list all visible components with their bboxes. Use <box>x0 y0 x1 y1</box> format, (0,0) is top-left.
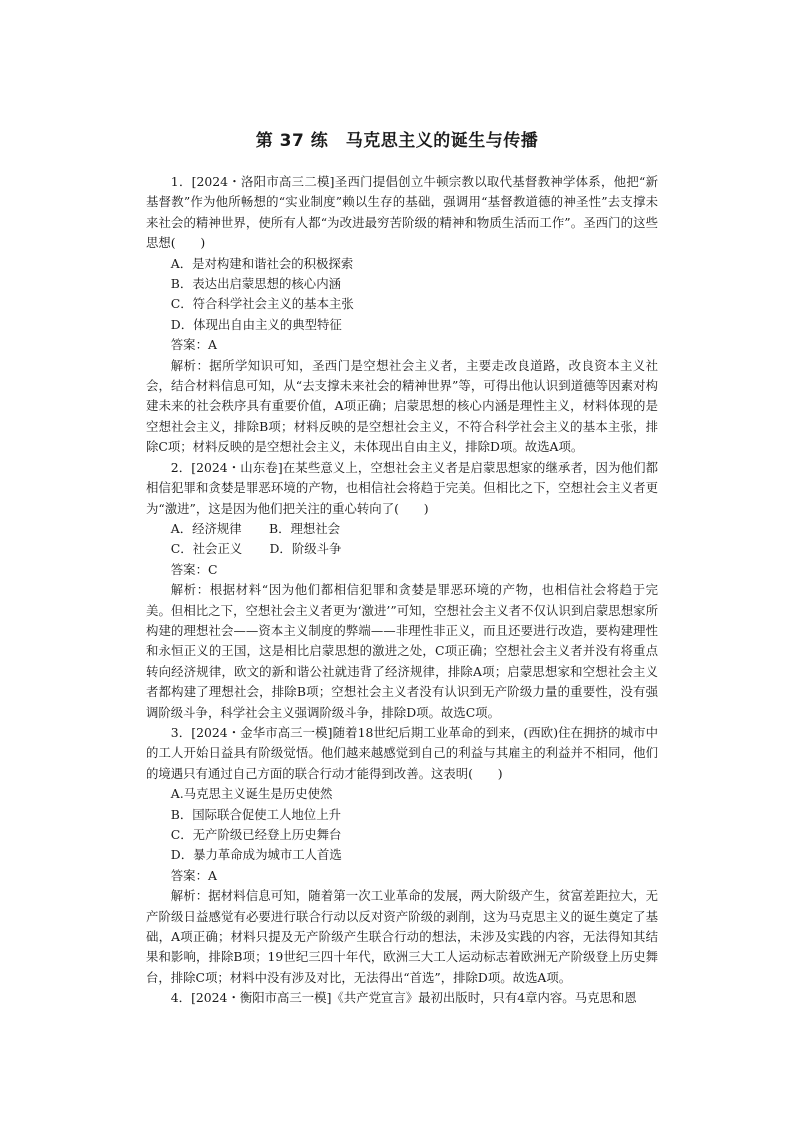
question-4-stem: 4．[2024・衡阳市高三一模]《共产党宣言》最初出版时，只有4章内容。马克思和恩 <box>170 990 637 1006</box>
question-2-option-c: C．社会正义 <box>170 541 243 557</box>
question-1-analysis: 解析：据所学知识可知，圣西门是空想社会主义者，主要走改良道路，改良资本主义社会，结合材料信息可知，从“去支撑未来社会的精神世界”等，可得出他认识到道德等因素对构建未来的社会秩序具有重要价值，A项正确；启蒙思想的核心内涵是理性主义，材料体现的是空想社会主义，排除B项；材料反映的是空想社会主义，不符合科学社会主义的基本主张，排除C项；材料反映的是空想社会主义，未体现出自由主义，排除D项。故选A项。 <box>146 357 658 455</box>
question-3-option-d: D．暴力革命成为城市工人首选 <box>170 847 342 863</box>
question-3-stem: 3．[2024・金华市高三一模]随着18世纪后期工业革命的到来，(西欧)住在拥挤的城市中的工人开始日益具有阶级觉悟。他们越来越感觉到自己的利益与其雇主的利益并不相同，他们的境遇只有通过自己方面的联合行动才能得到改善。这表明( ) <box>146 724 658 781</box>
question-1-option-a: A．是对构建和谐社会的积极探索 <box>170 255 354 271</box>
question-2-answer: 答案：C <box>170 561 218 577</box>
exercise-content <box>146 172 658 1009</box>
question-1-answer: 答案：A <box>170 337 217 353</box>
question-1-option-c: C．符合科学社会主义的基本主张 <box>170 296 354 312</box>
question-2-stem: 2．[2024・山东卷]在某些意义上，空想社会主义者是启蒙思想家的继承者，因为他们都相信犯罪和贪婪是罪恶环境的产物，也相信社会将趋于完美。但相比之下，空想社会主义者更为“激进”，这是因为他们把关注的重心转向了( ) <box>146 459 658 516</box>
question-1-stem: 1．[2024・洛阳市高三二模]圣西门提倡创立牛顿宗教以取代基督教神学体系，他把“新基督教”作为他所畅想的“实业制度”赖以生存的基础，强调用“基督教道德的神圣性”去支撑未来社会的精神世界，使所有人都“为改进最穷苦阶级的精神和物质生活而工作”。圣西门的这些思想( ) <box>146 174 658 251</box>
question-3-option-a: A.马克思主义诞生是历史使然 <box>170 786 333 802</box>
question-2-option-b: B．理想社会 <box>268 520 341 536</box>
question-3-answer: 答案：A <box>170 867 217 883</box>
page-title: 第 37 练 马克思主义的诞生与传播 <box>255 131 539 151</box>
question-2-options-row-2 <box>146 539 658 559</box>
question-3-option-b: B．国际联合促使工人地位上升 <box>170 806 341 822</box>
question-3-analysis: 解析：据材料信息可知，随着第一次工业革命的发展，两大阶级产生，贫富差距拉大，无产阶级日益感觉有必要进行联合行动以反对资产阶级的剥削，这为马克思主义的诞生奠定了基础，A项正确；材料只提及无产阶级产生联合行动的想法，未涉及实践的内容，无法得知其结果和影响，排除B项；19世纪三四十年代，欧洲三大工人运动标志着欧洲无产阶级登上历史舞台，排除C项；材料中没有涉及对比，无法得出“首选”，排除D项。故选A项。 <box>146 888 658 985</box>
question-1-option-d: D．体现出自由主义的典型特征 <box>170 316 342 332</box>
question-3-option-c: C．无产阶级已经登上历史舞台 <box>170 827 342 842</box>
question-2-analysis: 解析：根据材料“因为他们都相信犯罪和贪婪是罪恶环境的产物，也相信社会将趋于完美。但相比之下，空想社会主义者更为‘激进’”可知，空想社会主义者不仅认识到启蒙思想家所构建的理想社会——资本主义制度的弊端——非理性非正义，而且还要进行改造，要构建理性和永恒正义的王国，这是相比启蒙思想的激进之处，C项正确；空想社会主义者并没有将重点转向经济规律，欧文的新和谐公社就违背了经济规律，排除A项；启蒙思想家和空想社会主义者都构建了理想社会，排除B项；空想社会主义者没有认识到无产阶级力量的重要性，没有强调阶级斗争，科学社会主义强调阶级斗争，排除D项。故选C项。 <box>146 582 658 720</box>
question-2-option-a: A．经济规律 <box>170 520 242 536</box>
question-2-options-row-1 <box>146 519 658 539</box>
question-2-option-d: D．阶级斗争 <box>269 541 342 557</box>
question-1-option-b: B．表达出启蒙思想的核心内涵 <box>170 276 341 292</box>
